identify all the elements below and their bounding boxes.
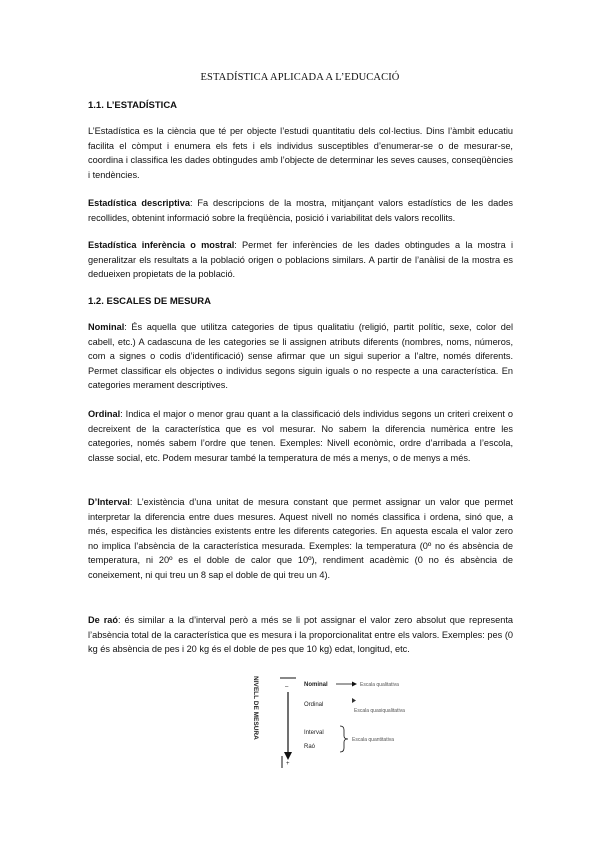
interval-text: : L’existència d’una unitat de mesura constant que permet assignar un valor que permet interpretar la diferencia entre dues mesures. Aquest nivell no només classifica i ordena, sinó que, a més, especifica les distàncies existents entre les diferents categories. En aquesta escala el valor zero no implica l’absència de la característica mesurada. Exemples: la temperatura (0º no és absència de temperatura, ni 20º es el doble de calor que 10º), rendiment acadèmic (0 no és absència de coneixement, ni qui treu un 8 sap el doble de qui treu un 4). — [88, 497, 513, 580]
ordinal-paragraph — [88, 407, 513, 465]
diagram-label-quasi: Escala quasiqualitativa — [354, 708, 405, 714]
descriptiva-text: : Fa descripcions de la mostra, mitjançant valors estadístics de les dades recollides, obtenint informació sobre la freqüència, posició i variabilitat dels valors recollits. — [88, 198, 514, 223]
nominal-text: : És aquella que utilitza categories de tipus qualitatiu (religió, partit polític, sexe, color del cabell, etc.) A cadascuna de les categories se li assignen atributs diferents (nombres, noms, números, com a signes o codis d’identificació) sense afirmar que un sigui superior a l’altre, només diferents. Permet classificar els objectes o individus segons siguin iguals o no respecte a una característica. En categories merament descriptives. — [88, 322, 513, 391]
diagram-label-quantitative: Escala quantitativa — [352, 737, 394, 743]
diagram-level-ordinal: Ordinal — [304, 702, 324, 708]
descriptiva-term: Estadística descriptiva — [88, 198, 190, 208]
inferencia-term: Estadística inferència o mostral — [88, 240, 235, 250]
rao-text: : és similar a la d’interval però a més se li pot assignar el valor zero absolut que representa l’absència total de la característica que es mesura i la proporcionalitat entre els valors. Exemples: pes (0 kg és absència de pes i 20 kg és el doble de pes que 10 kg) edat, longitud, etc. — [88, 615, 513, 655]
interval-paragraph — [88, 495, 513, 583]
section1-heading: 1.1. L’ESTADÍSTICA — [88, 100, 178, 111]
measurement-scale-diagram — [240, 672, 440, 772]
diagram-level-rao: Raó — [304, 744, 316, 750]
small-right-arrow-icon — [352, 698, 356, 703]
diagram-axis-top: – — [285, 684, 289, 690]
rao-term: De raó — [88, 615, 118, 625]
nominal-term: Nominal — [88, 322, 125, 332]
ordinal-text: : Indica el major o menor grau quant a la classificació dels individus segons un criteri creixent o decreixent de la característica que es vol mesurar. No sabem la diferencia numèrica entre les categories, només sabem l’ordre que tenen. Exemples: Nivell econòmic, ordre d’arribada a l’escola, classe social, etc. Podem mesurar també la temperatura de més a menys, o de menys a més. — [88, 409, 513, 463]
descriptiva-paragraph — [88, 196, 513, 225]
down-arrow-icon — [284, 752, 292, 760]
inferencia-paragraph — [88, 238, 513, 282]
inferencia-text: : Permet fer inferències de les dades obtingudes a la mostra i generalitzar els resultats a la població origen o poblacions similars. A partir de l’anàlisi de la mostra es dedueixen propietats de la població. — [88, 240, 513, 280]
right-arrow-icon — [352, 682, 357, 687]
interval-term: D’Interval — [88, 497, 130, 507]
document-title: ESTADÍSTICA APLICADA A L’EDUCACIÓ — [200, 72, 400, 83]
diagram-vertical-text: NIVELL DE MESURA — [252, 676, 259, 740]
section1-intro: L’Estadística es la ciència que té per objecte l’estudi quantitatiu dels col·lectius. Dins l’àmbit educatiu facilita el còmput i enumera els fets i els individus susceptibles d’enumerar-se o de mesurar-se, coordina i classifica les dades obtingudes amb l’objecte de determinar les seves causes, conseqüències i tendències. — [88, 126, 513, 180]
ordinal-term: Ordinal — [88, 409, 121, 419]
diagram-label-qualitative: Escala qualitativa — [360, 682, 399, 688]
diagram-level-nominal: Nominal — [304, 682, 328, 688]
rao-paragraph — [88, 613, 513, 657]
diagram-axis-bottom: + — [286, 761, 290, 767]
nominal-paragraph — [88, 320, 513, 393]
diagram-level-interval: Interval — [304, 730, 324, 736]
section2-heading: 1.2. ESCALES DE MESURA — [88, 296, 211, 307]
brace-icon — [340, 726, 348, 752]
